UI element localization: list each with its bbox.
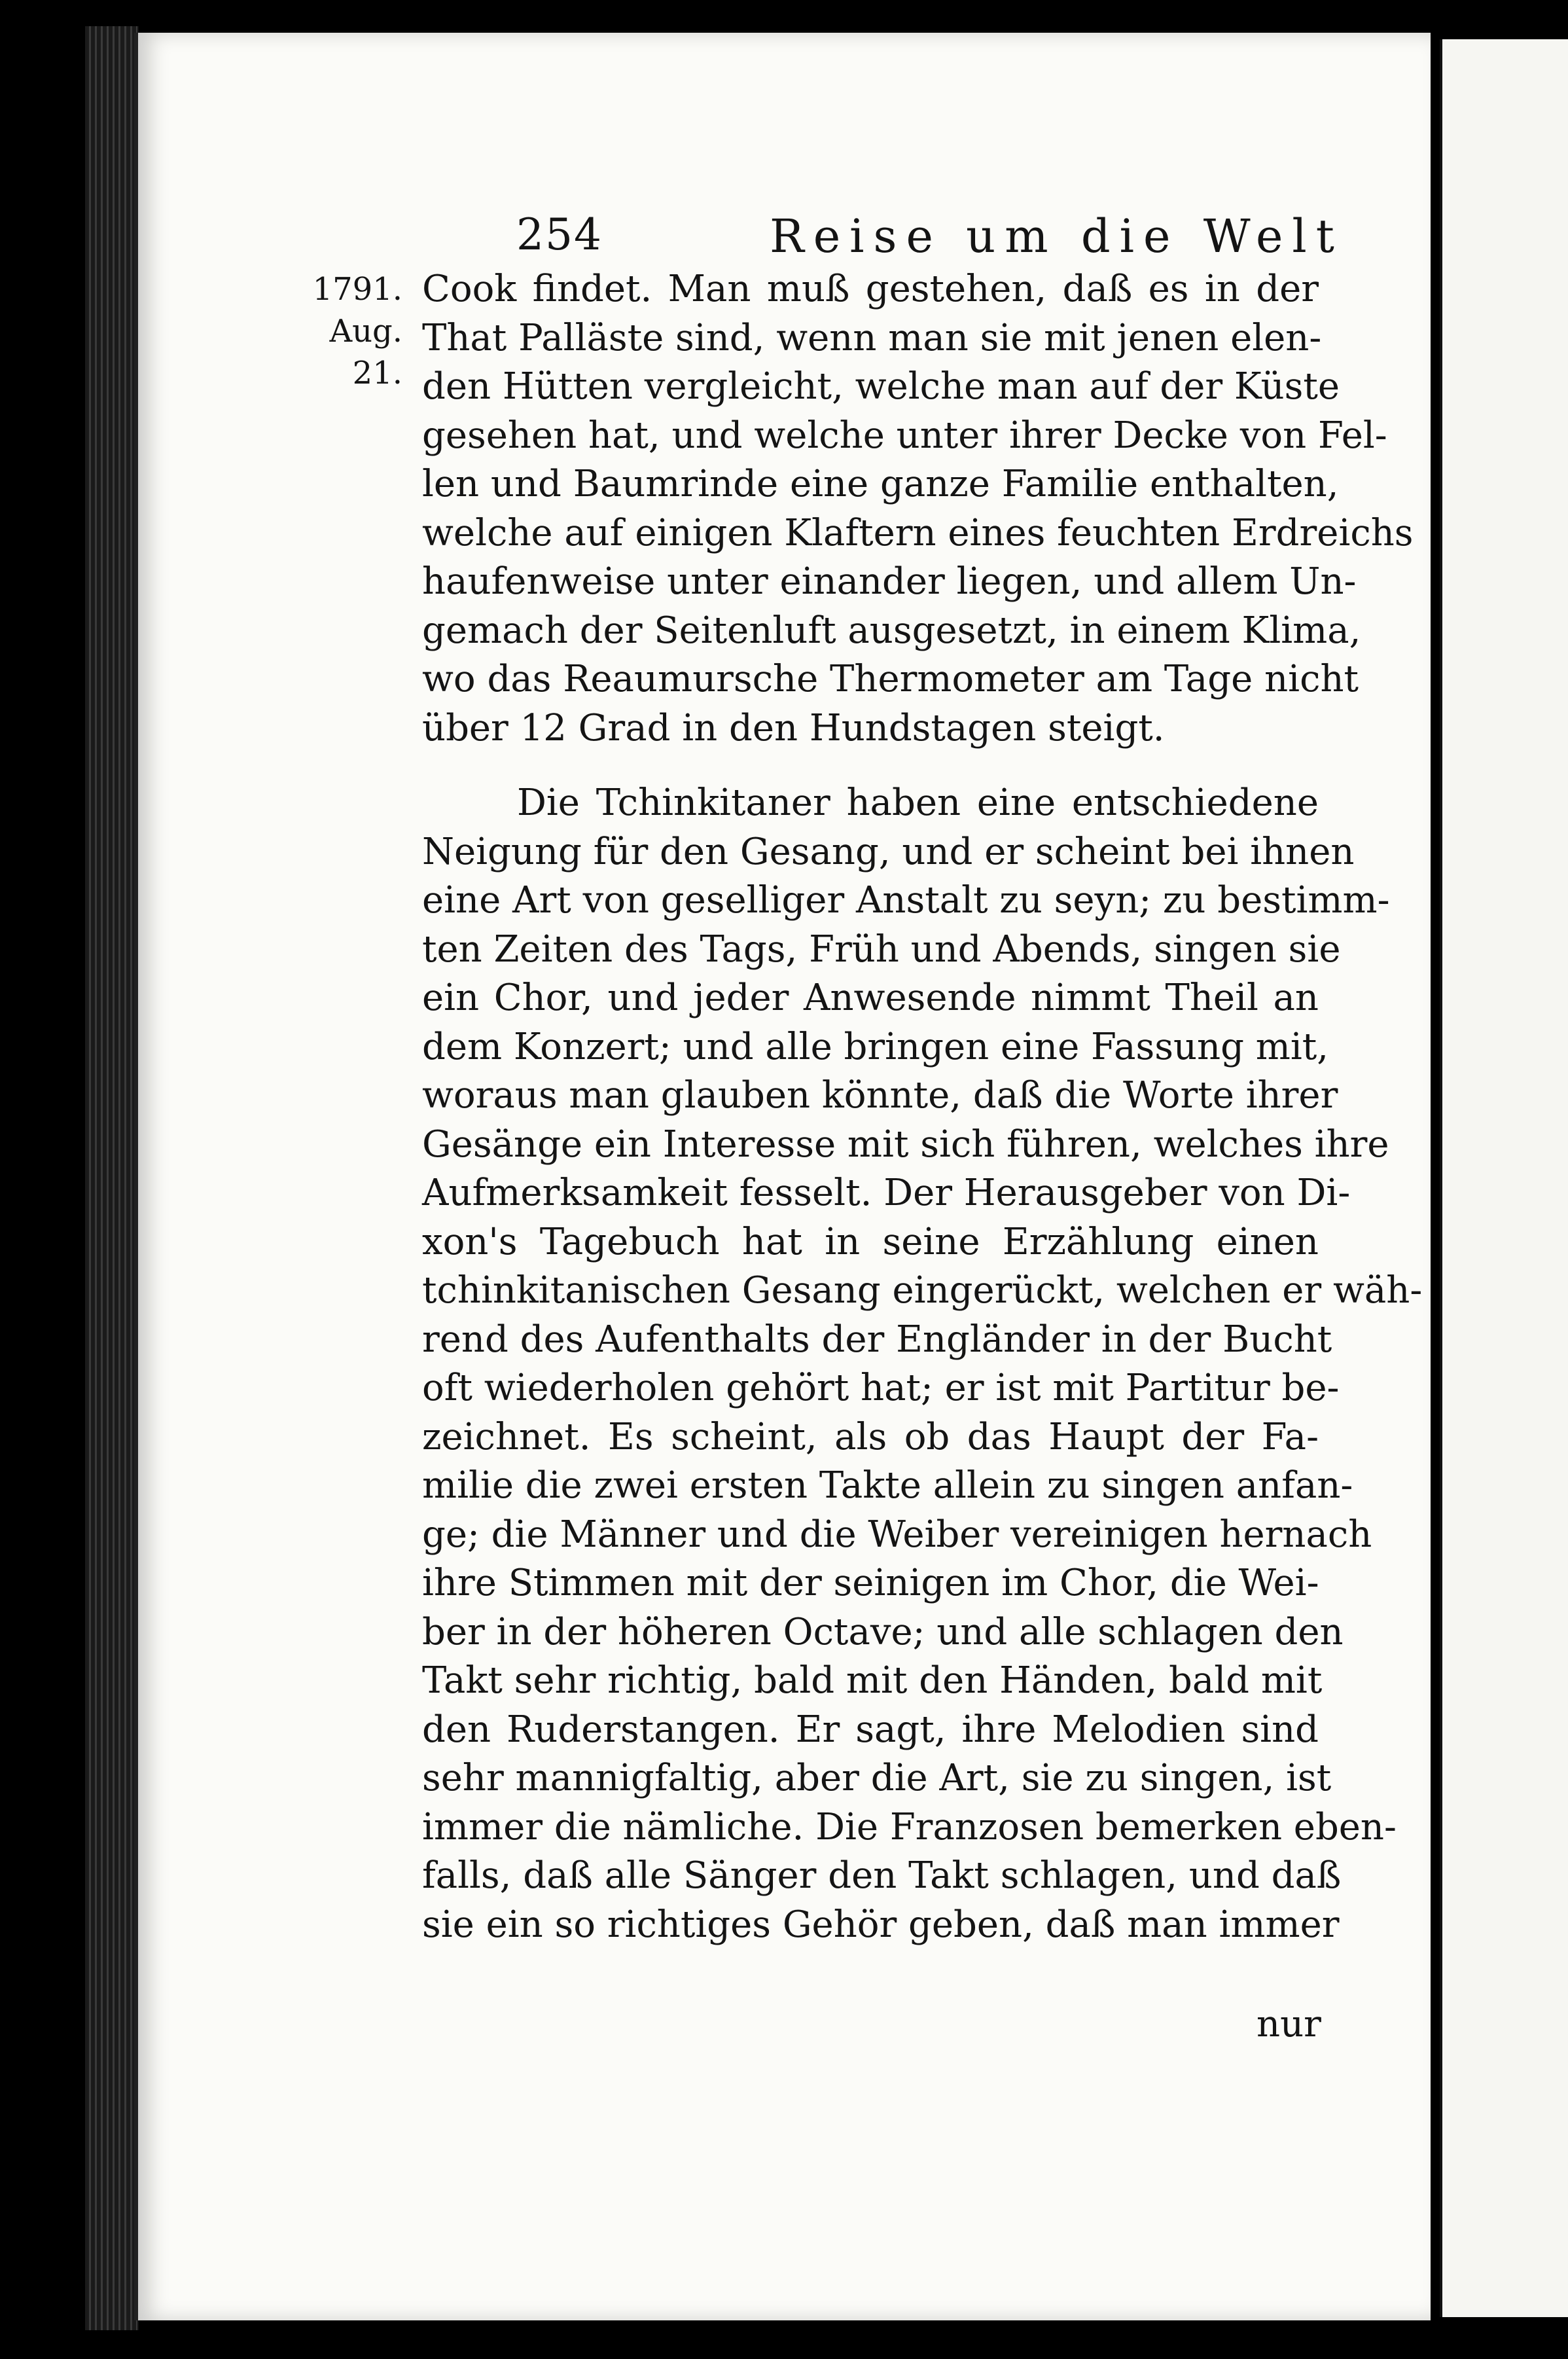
text-line: welche auf einigen Klaftern eines feuchten Erdreichs (422, 511, 1414, 554)
text-line: Gesänge ein Interesse mit sich führen, welches ihre (422, 1123, 1389, 1166)
page-number: 254 (516, 209, 603, 260)
text-line: oft wiederholen gehört hat; er ist mit Partitur be- (422, 1367, 1340, 1409)
paragraph-gap (422, 753, 1319, 779)
text-line: gemach der Seitenluft ausgesetzt, in einem Klima, (422, 609, 1361, 652)
text-line: tchinkitanischen Gesang eingerückt, welchen er wäh- (422, 1269, 1423, 1312)
margin-day: 21. (352, 355, 402, 391)
margin-month: Aug. (329, 313, 402, 350)
text-line: woraus man glauben könnte, daß die Worte ihrer (422, 1074, 1338, 1117)
text-line: den Ruderstangen. Er sagt, ihre Melodien sind (422, 1708, 1319, 1751)
text-line: rend des Aufenthalts der Engländer in der Bucht (422, 1318, 1332, 1361)
text-line: ge; die Männer und die Weiber vereinigen hernach (422, 1513, 1372, 1556)
text-line: sehr mannigfaltig, aber die Art, sie zu singen, ist (422, 1757, 1332, 1799)
text-line: ten Zeiten des Tags, Früh und Abends, singen sie (422, 927, 1341, 971)
text-line: haufenweise unter einander liegen, und allem Un- (422, 560, 1357, 603)
text-line: Cook findet. Man muß gestehen, daß es in der (422, 268, 1319, 310)
text-line: gesehen hat, und welche unter ihrer Decke von Fel- (422, 414, 1387, 457)
page-edges (85, 26, 139, 2330)
text-line: zeichnet. Es scheint, als ob das Haupt der Fa- (422, 1415, 1319, 1458)
text-line: Die Tchinkitaner haben eine entschiedene (517, 782, 1319, 824)
paragraph-2 (422, 779, 1423, 1949)
page-header (138, 209, 1431, 268)
text-line: ihre Stimmen mit der seinigen im Chor, die Wei- (422, 1562, 1319, 1604)
text-line: ein Chor, und jeder Anwesende nimmt Theil an (422, 977, 1319, 1019)
text-line: falls, daß alle Sänger den Takt schlagen, und daß (422, 1854, 1342, 1897)
body-text (422, 265, 1423, 1949)
text-line: dem Konzert; und alle bringen eine Fassung mit, (422, 1025, 1329, 1068)
text-line: xon's Tagebuch hat in seine Erzählung einen (422, 1220, 1319, 1263)
paragraph-1 (422, 265, 1414, 753)
text-line: über 12 Grad in den Hundstagen steigt. (422, 706, 1165, 749)
text-line: ber in der höheren Octave; und alle schlagen den (422, 1610, 1344, 1653)
text-line: len und Baumrinde eine ganze Familie enthalten, (422, 463, 1339, 505)
text-line: Takt sehr richtig, bald mit den Händen, bald mit (422, 1659, 1323, 1702)
margin-date-note (311, 268, 402, 394)
facing-page-edge (1440, 39, 1568, 2317)
margin-year: 1791. (312, 271, 402, 308)
running-title: Reise um die Welt (770, 209, 1344, 263)
catchword: nur (1256, 2003, 1321, 2045)
text-line: milie die zwei ersten Takte allein zu singen anfan- (422, 1464, 1353, 1507)
text-line: That Palläste sind, wenn man sie mit jenen elen- (422, 316, 1322, 359)
text-line: Neigung für den Gesang, und er scheint bei ihnen (422, 830, 1355, 873)
text-line: wo das Reaumursche Thermometer am Tage nicht (422, 658, 1359, 700)
text-line: den Hütten vergleicht, welche man auf der Küste (422, 365, 1340, 408)
text-line: immer die nämliche. Die Franzosen bemerken eben- (422, 1805, 1397, 1848)
text-line: Aufmerksamkeit fesselt. Der Herausgeber von Di- (422, 1172, 1351, 1214)
text-line: eine Art von geselliger Anstalt zu seyn; zu bestimm- (422, 879, 1390, 922)
text-line: sie ein so richtiges Gehör geben, daß man immer (422, 1903, 1340, 1946)
